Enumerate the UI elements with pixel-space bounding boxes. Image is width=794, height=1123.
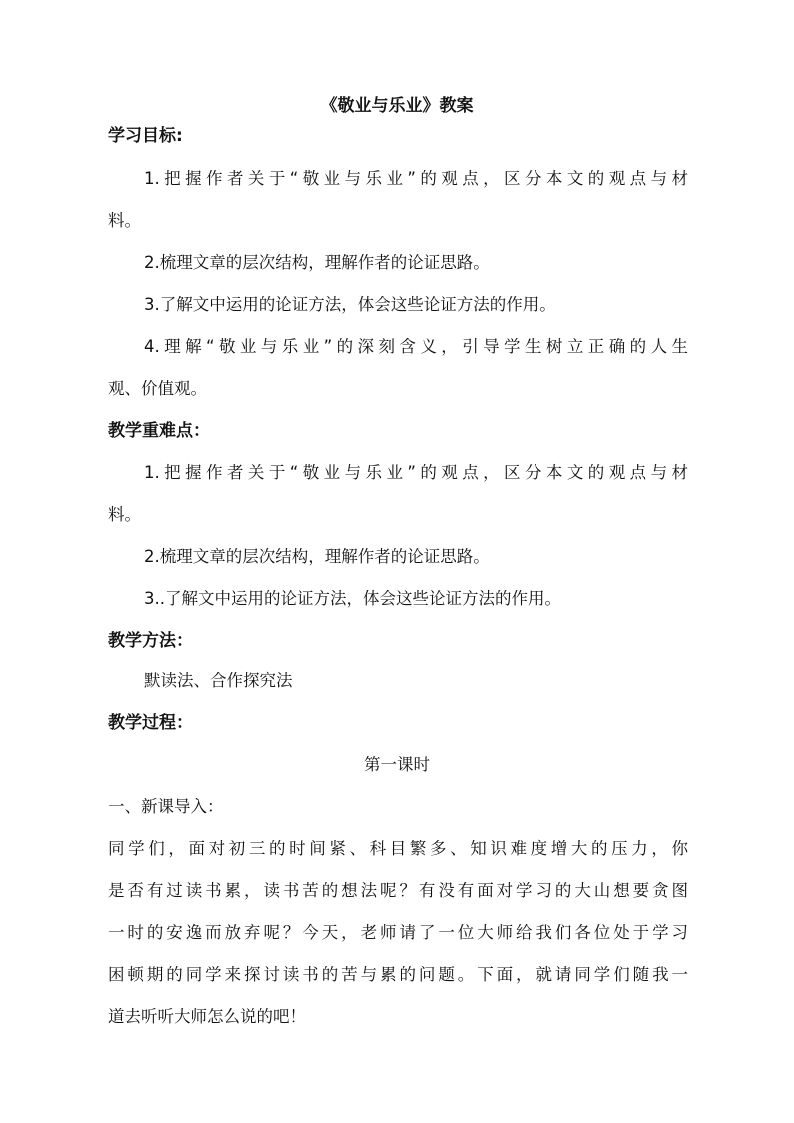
- objective-4-line-2: 观、价值观。: [108, 379, 207, 398]
- objective-3: 3.了解文中运用的论证方法，体会这些论证方法的作用。: [144, 295, 556, 314]
- intro-paragraph-line-2: 是否有过读书累，读书苦的想法呢？有没有面对学习的大山想要贪图: [108, 881, 688, 900]
- intro-paragraph-line-5: 道去听听大师怎么说的吧！: [108, 1007, 306, 1026]
- key-point-3: 3..了解文中运用的论证方法，体会这些论证方法的作用。: [144, 589, 561, 608]
- methods-text: 默读法、合作探究法: [144, 671, 293, 690]
- objective-2: 2.梳理文章的层次结构，理解作者的论证思路。: [144, 253, 490, 272]
- objectives-heading: 学习目标:: [108, 126, 183, 146]
- process-heading: 教学过程：: [108, 713, 193, 733]
- intro-subsection-title: 一、新课导入：: [108, 797, 224, 816]
- key-point-1-line-2: 料。: [108, 505, 141, 524]
- objective-1-line-2: 料。: [108, 211, 141, 230]
- objective-1-line-1: 1.把握作者关于“敬业与乐业”的观点，区分本文的观点与材: [144, 169, 688, 188]
- methods-heading: 教学方法：: [108, 631, 193, 651]
- key-points-heading: 教学重难点：: [108, 421, 210, 441]
- intro-paragraph-line-1: 同学们，面对初三的时间紧、科目繁多、知识难度增大的压力，你: [108, 839, 688, 858]
- document-title: 《敬业与乐业》教案: [320, 96, 474, 116]
- intro-paragraph-line-4: 困顿期的同学来探讨读书的苦与累的问题。下面，就请同学们随我一: [108, 965, 688, 984]
- key-point-1-line-1: 1.把握作者关于“敬业与乐业”的观点，区分本文的观点与材: [144, 463, 688, 482]
- lesson-label: 第一课时: [364, 755, 430, 774]
- key-point-2: 2.梳理文章的层次结构，理解作者的论证思路。: [144, 547, 490, 566]
- intro-paragraph-line-3: 一时的安逸而放弃呢？今天，老师请了一位大师给我们各位处于学习: [108, 923, 688, 942]
- objective-4-line-1: 4.理解“敬业与乐业”的深刻含义，引导学生树立正确的人生: [144, 337, 688, 356]
